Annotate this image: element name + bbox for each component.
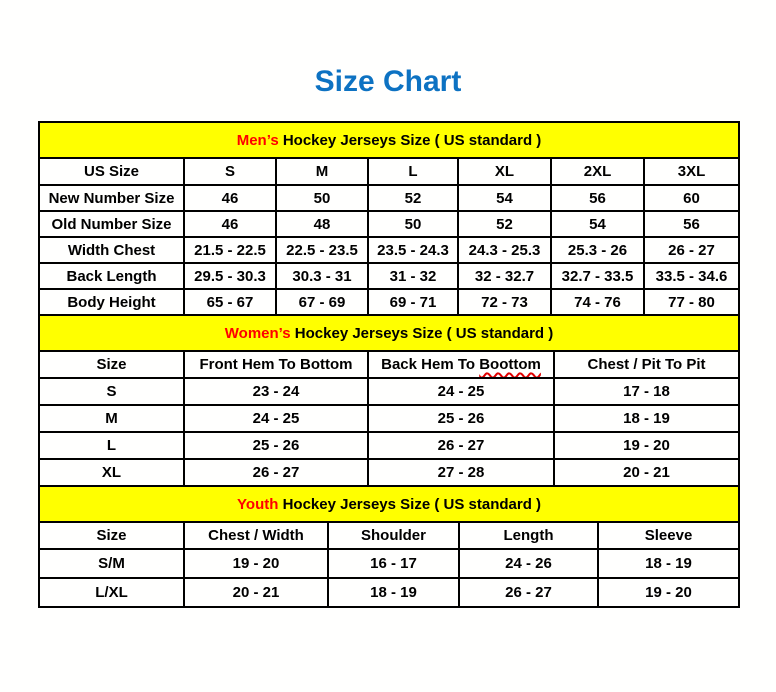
column-header-row [39,522,739,549]
size-value-cell: 16 - 17 [328,549,459,578]
column-header: XL [458,158,551,185]
size-value-cell: 74 - 76 [551,289,644,315]
size-value-cell: 26 - 27 [644,237,739,263]
size-value-cell: 20 - 21 [184,578,328,607]
size-value-cell: 56 [644,211,739,237]
size-value-cell: 20 - 21 [554,459,739,486]
table-row [39,549,739,578]
size-value-cell: 30.3 - 31 [276,263,368,289]
size-value-cell: 24 - 25 [368,378,554,405]
size-value-cell: 19 - 20 [184,549,328,578]
table-row [39,263,739,289]
size-value-cell: 17 - 18 [554,378,739,405]
size-value-cell: 22.5 - 23.5 [276,237,368,263]
column-header: Back Hem To Boottom [368,351,554,378]
size-value-cell: 18 - 19 [598,549,739,578]
row-label: L/XL [39,578,184,607]
size-value-cell: 25.3 - 26 [551,237,644,263]
size-value-cell: 32.7 - 33.5 [551,263,644,289]
size-value-cell: 23 - 24 [184,378,368,405]
section-band-highlight: Youth [237,495,279,513]
section-band-highlight: Men’s [236,131,279,149]
size-value-cell: 18 - 19 [554,405,739,432]
section-band-text: Hockey Jerseys Size ( US standard ) [278,495,542,513]
row-label: Back Length [39,263,184,289]
section-band-text: Hockey Jerseys Size ( US standard ) [290,324,554,342]
size-value-cell: 54 [551,211,644,237]
size-value-cell: 19 - 20 [598,578,739,607]
row-label: Body Height [39,289,184,315]
size-value-cell: 25 - 26 [184,432,368,459]
size-table-mens [38,121,740,316]
row-label: S/M [39,549,184,578]
size-value-cell: 26 - 27 [184,459,368,486]
column-header: L [368,158,458,185]
size-value-cell: 29.5 - 30.3 [184,263,276,289]
size-value-cell: 32 - 32.7 [458,263,551,289]
size-value-cell: 18 - 19 [328,578,459,607]
table-row [39,459,739,486]
column-header: Size [39,351,184,378]
size-value-cell: 24 - 26 [459,549,598,578]
row-label: M [39,405,184,432]
row-label: Old Number Size [39,211,184,237]
misspelled-word: Boottom [479,356,541,373]
table-row [39,289,739,315]
section-band-youth [39,486,739,522]
table-row [39,432,739,459]
size-value-cell: 77 - 80 [644,289,739,315]
size-chart-tables [38,121,738,608]
table-row [39,578,739,607]
table-row [39,237,739,263]
column-header: Sleeve [598,522,739,549]
row-label: S [39,378,184,405]
section-band-text: Hockey Jerseys Size ( US standard ) [278,131,542,149]
size-value-cell: 69 - 71 [368,289,458,315]
column-header-row [39,351,739,378]
column-header: Front Hem To Bottom [184,351,368,378]
table-row [39,378,739,405]
row-label: New Number Size [39,185,184,211]
column-header: Chest / Pit To Pit [554,351,739,378]
size-value-cell: 26 - 27 [368,432,554,459]
size-value-cell: 33.5 - 34.6 [644,263,739,289]
column-header: 3XL [644,158,739,185]
size-value-cell: 19 - 20 [554,432,739,459]
table-row [39,405,739,432]
size-value-cell: 48 [276,211,368,237]
size-value-cell: 67 - 69 [276,289,368,315]
row-label: XL [39,459,184,486]
size-value-cell: 50 [276,185,368,211]
table-row [39,185,739,211]
column-header: S [184,158,276,185]
size-value-cell: 52 [458,211,551,237]
size-value-cell: 50 [368,211,458,237]
size-value-cell: 23.5 - 24.3 [368,237,458,263]
column-header: Size [39,522,184,549]
size-value-cell: 52 [368,185,458,211]
column-header-row [39,158,739,185]
size-value-cell: 72 - 73 [458,289,551,315]
size-value-cell: 21.5 - 22.5 [184,237,276,263]
column-header: Length [459,522,598,549]
row-label: L [39,432,184,459]
section-band-womens [39,315,739,351]
column-header: Shoulder [328,522,459,549]
size-table-womens [38,314,740,487]
column-header: 2XL [551,158,644,185]
row-label: Width Chest [39,237,184,263]
size-value-cell: 24 - 25 [184,405,368,432]
size-value-cell: 65 - 67 [184,289,276,315]
column-header: US Size [39,158,184,185]
size-value-cell: 56 [551,185,644,211]
section-band-mens [39,122,739,158]
size-value-cell: 27 - 28 [368,459,554,486]
size-value-cell: 31 - 32 [368,263,458,289]
column-header: Chest / Width [184,522,328,549]
size-value-cell: 60 [644,185,739,211]
table-row [39,211,739,237]
size-value-cell: 25 - 26 [368,405,554,432]
size-value-cell: 46 [184,185,276,211]
size-value-cell: 24.3 - 25.3 [458,237,551,263]
size-value-cell: 46 [184,211,276,237]
section-band-highlight: Women’s [224,324,291,342]
size-value-cell: 54 [458,185,551,211]
page-title: Size Chart [314,65,462,98]
size-table-youth [38,485,740,608]
size-value-cell: 26 - 27 [459,578,598,607]
column-header: M [276,158,368,185]
